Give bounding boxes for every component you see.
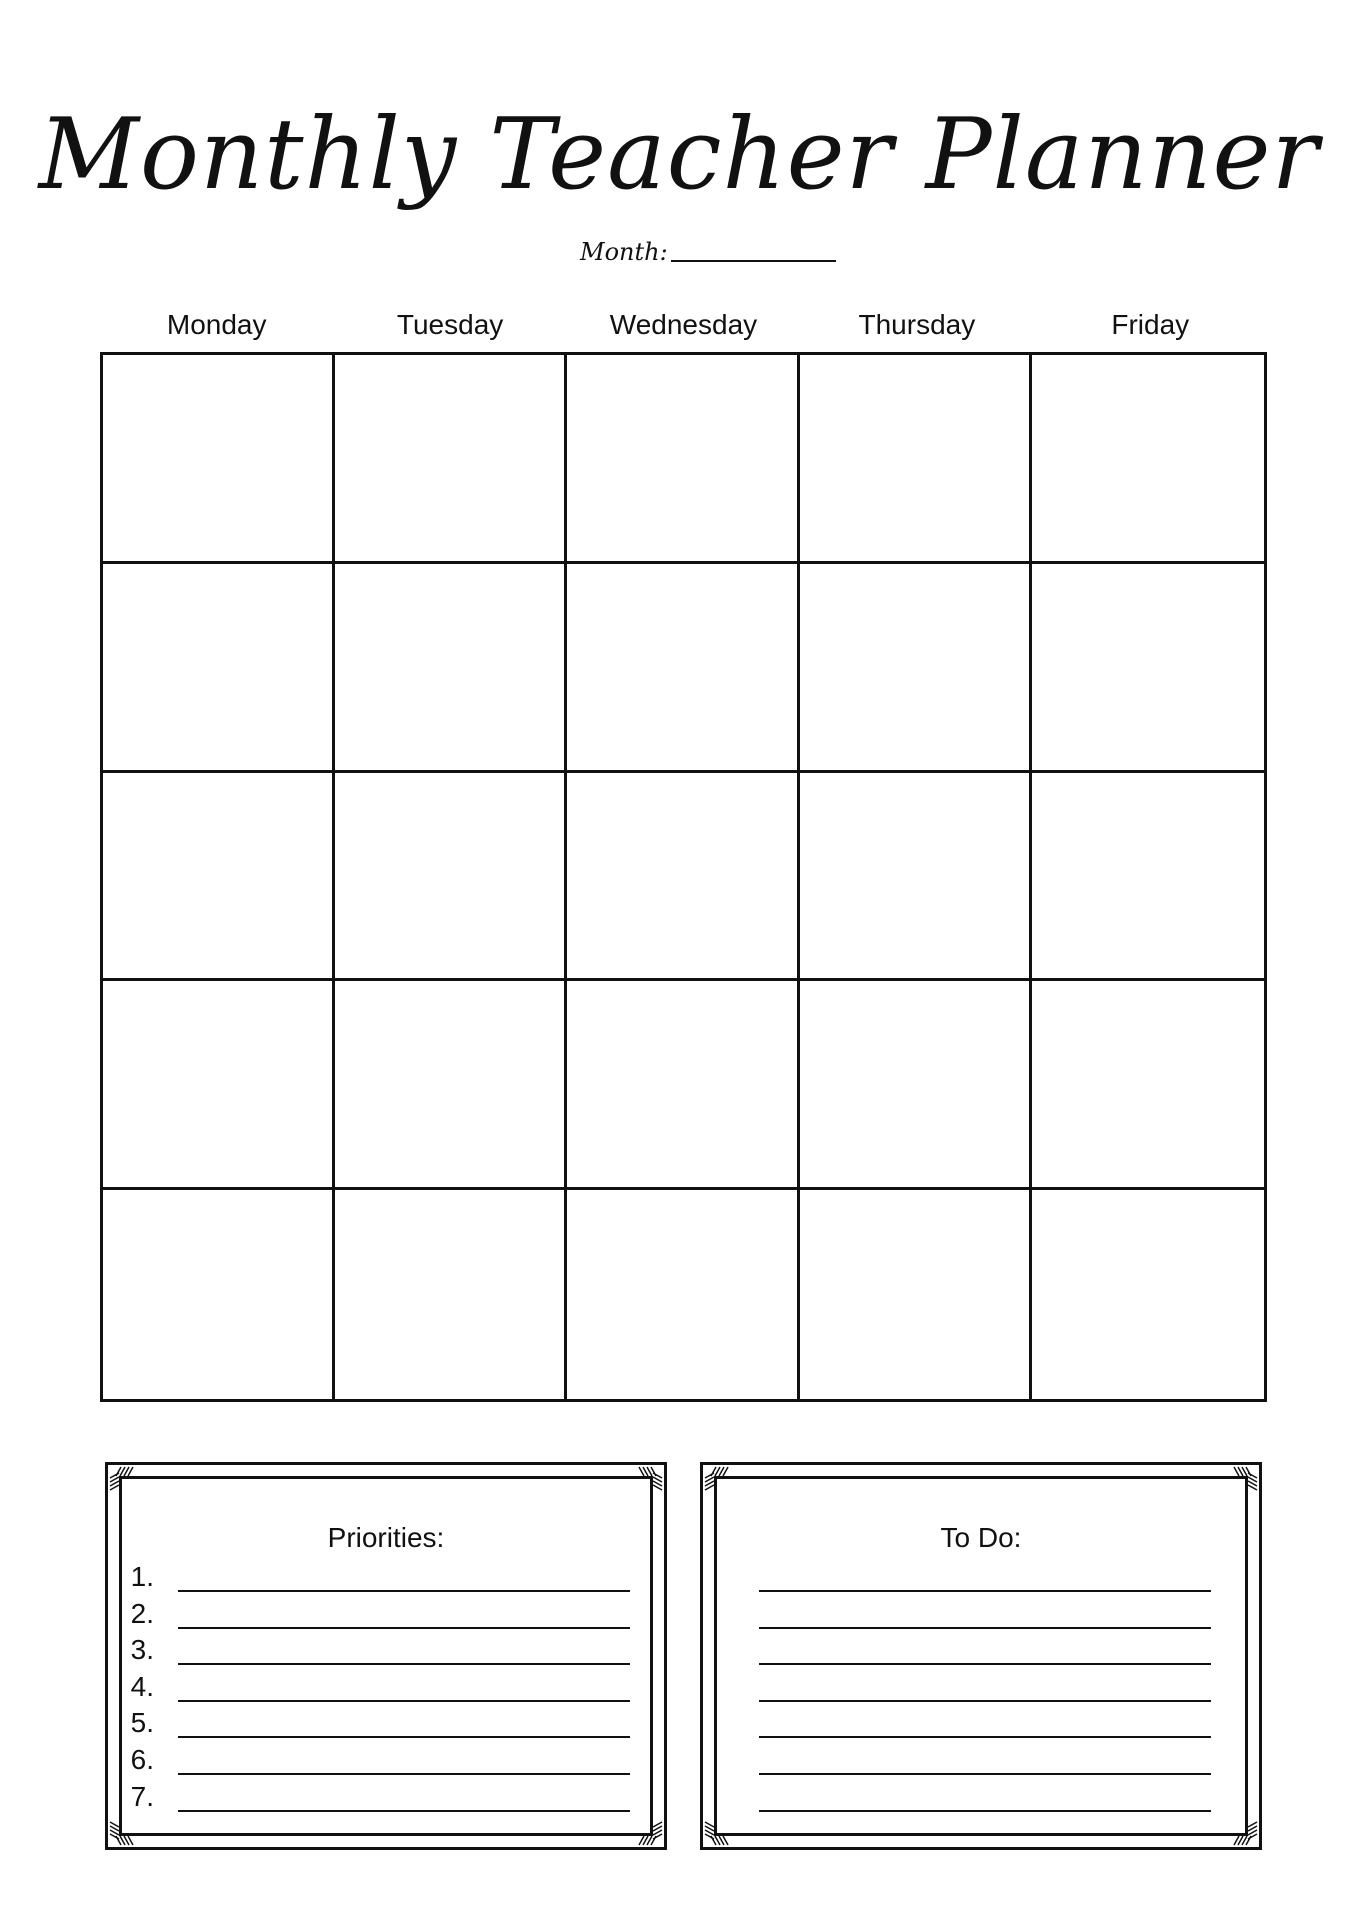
weekday-header-row <box>100 305 1267 345</box>
day-header-tuesday: Tuesday <box>396 309 504 340</box>
calendar-cell[interactable] <box>800 1190 1032 1399</box>
day-header-monday: Monday <box>166 309 267 340</box>
priority-row <box>108 1633 664 1670</box>
priority-write-line[interactable] <box>178 1700 630 1702</box>
corner-ornament-icon <box>109 1466 139 1496</box>
todo-write-line[interactable] <box>759 1773 1211 1775</box>
priority-number: 2. <box>130 1597 154 1629</box>
todo-row <box>703 1706 1259 1743</box>
priority-write-line[interactable] <box>178 1810 630 1812</box>
month-field[interactable] <box>580 232 836 266</box>
calendar-cell[interactable] <box>1032 355 1264 564</box>
priority-row <box>108 1706 664 1743</box>
priority-write-line[interactable] <box>178 1627 630 1629</box>
calendar-cell[interactable] <box>800 355 1032 564</box>
priority-number: 5. <box>130 1707 154 1739</box>
todo-write-line[interactable] <box>759 1663 1211 1665</box>
day-header-wednesday: Wednesday <box>609 309 758 340</box>
todo-write-line[interactable] <box>759 1736 1211 1738</box>
priority-write-line[interactable] <box>178 1590 630 1592</box>
priorities-list <box>108 1560 664 1816</box>
calendar-cell[interactable] <box>567 981 799 1190</box>
corner-ornament-icon <box>704 1816 734 1846</box>
calendar-cell[interactable] <box>335 981 567 1190</box>
calendar-cell[interactable] <box>800 773 1032 982</box>
calendar-cell[interactable] <box>567 773 799 982</box>
todo-row <box>703 1780 1259 1817</box>
calendar-cell[interactable] <box>1032 773 1264 982</box>
todo-write-line[interactable] <box>759 1590 1211 1592</box>
priority-row <box>108 1780 664 1817</box>
calendar-cell[interactable] <box>103 355 335 564</box>
priority-row <box>108 1670 664 1707</box>
priorities-title: Priorities: <box>327 1522 445 1553</box>
calendar-cell[interactable] <box>567 355 799 564</box>
priority-write-line[interactable] <box>178 1773 630 1775</box>
calendar-cell[interactable] <box>567 564 799 773</box>
calendar-cell[interactable] <box>800 564 1032 773</box>
todo-row <box>703 1743 1259 1780</box>
corner-ornament-icon <box>1228 1816 1258 1846</box>
calendar-cell[interactable] <box>1032 1190 1264 1399</box>
calendar-cell[interactable] <box>103 1190 335 1399</box>
priority-number: 4. <box>130 1670 154 1702</box>
calendar-cell[interactable] <box>1032 564 1264 773</box>
calendar-cell[interactable] <box>1032 981 1264 1190</box>
todo-row <box>703 1633 1259 1670</box>
priority-number: 7. <box>130 1780 154 1812</box>
day-header-thursday: Thursday <box>858 309 976 340</box>
calendar-cell[interactable] <box>335 564 567 773</box>
calendar-cell[interactable] <box>103 981 335 1190</box>
priority-number: 1. <box>130 1561 154 1592</box>
calendar-cell[interactable] <box>800 981 1032 1190</box>
priority-number: 6. <box>130 1743 154 1775</box>
priority-row <box>108 1743 664 1780</box>
priorities-box <box>105 1462 667 1850</box>
day-header-friday: Friday <box>1111 309 1190 340</box>
calendar-cell[interactable] <box>335 773 567 982</box>
priority-number: 3. <box>130 1634 154 1666</box>
page-title: Monthly Teacher Planner <box>38 98 1320 212</box>
month-label: Month: <box>580 238 668 266</box>
todo-row <box>703 1670 1259 1707</box>
priority-row <box>108 1597 664 1634</box>
calendar-cell[interactable] <box>335 1190 567 1399</box>
todo-box <box>700 1462 1262 1850</box>
corner-ornament-icon <box>704 1466 734 1496</box>
todo-write-line[interactable] <box>759 1700 1211 1702</box>
corner-ornament-icon <box>633 1466 663 1496</box>
calendar-cell[interactable] <box>335 355 567 564</box>
todo-write-line[interactable] <box>759 1627 1211 1629</box>
priority-write-line[interactable] <box>178 1663 630 1665</box>
todo-write-line[interactable] <box>759 1810 1211 1812</box>
todo-list <box>703 1560 1259 1816</box>
priority-write-line[interactable] <box>178 1736 630 1738</box>
todo-row <box>703 1597 1259 1634</box>
calendar-cell[interactable] <box>567 1190 799 1399</box>
priority-row <box>108 1560 664 1597</box>
corner-ornament-icon <box>109 1816 139 1846</box>
calendar-grid <box>100 352 1267 1402</box>
calendar-cell[interactable] <box>103 773 335 982</box>
corner-ornament-icon <box>1228 1466 1258 1496</box>
month-blank-line[interactable] <box>671 260 836 262</box>
todo-row <box>703 1560 1259 1597</box>
todo-title: To Do: <box>940 1522 1022 1553</box>
corner-ornament-icon <box>633 1816 663 1846</box>
calendar-cell[interactable] <box>103 564 335 773</box>
